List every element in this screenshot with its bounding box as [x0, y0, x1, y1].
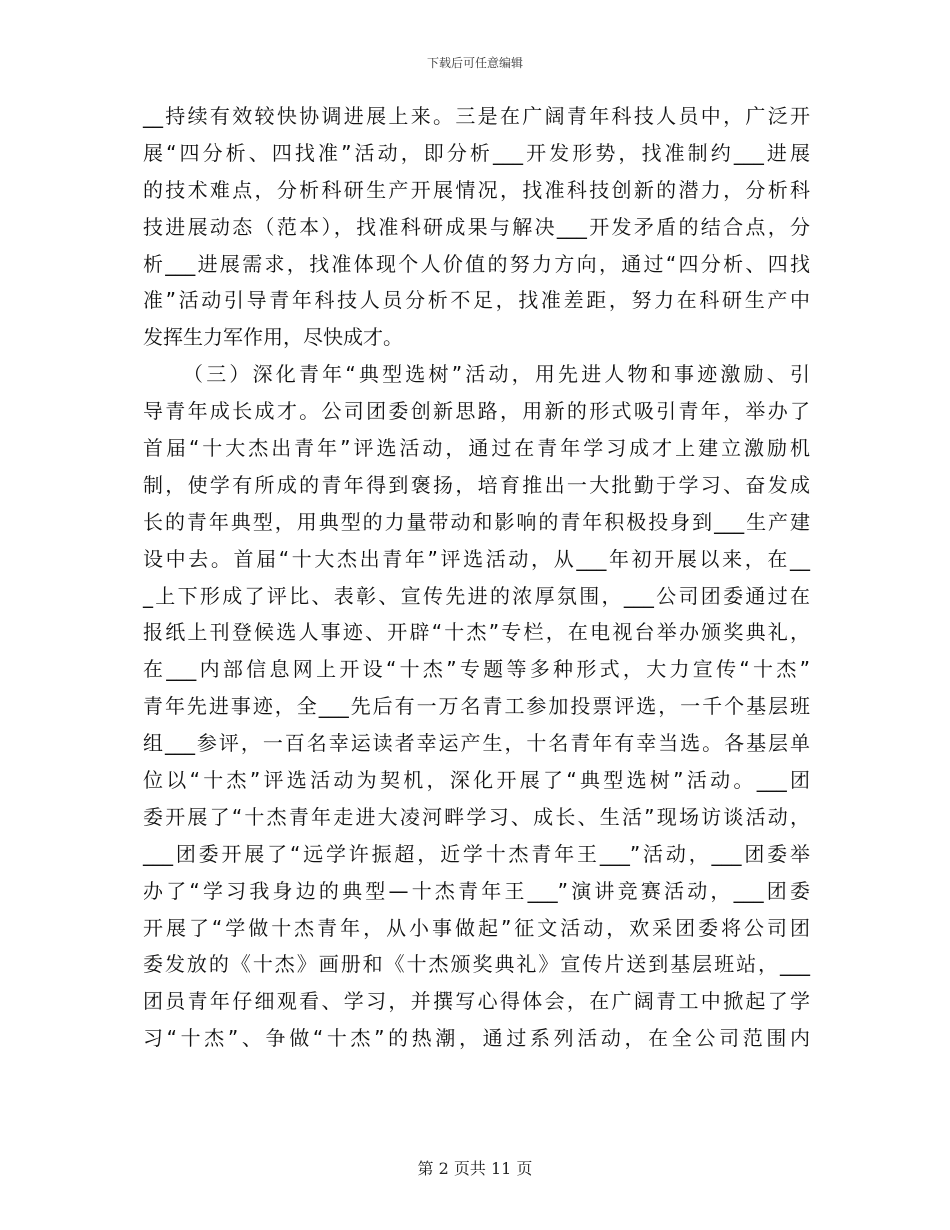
text-line: 首届“十大杰出青年”评选活动，通过在青年学习成才上建立激励机	[143, 436, 810, 461]
text-line: 委发放的《十杰》画册和《十杰颁奖典礼》宣传片送到基层班站，___	[143, 952, 810, 977]
text-line: 位以“十杰”评选活动为契机，深化开展了“典型选树”活动。___团	[143, 768, 810, 793]
text-line: 制，使学有所成的青年得到褒扬，培育推出一大批勤于学习、奋发成	[143, 472, 810, 497]
text-line: 报纸上刊登候选人事迹、开辟“十杰”专栏，在电视台举办颁奖典礼，	[143, 620, 810, 645]
text-line: 委开展了“十杰青年走进大凌河畔学习、成长、生活”现场访谈活动，	[143, 804, 810, 829]
text-line: 析___进展需求，找准体现个人价值的努力方向，通过“四分析、四找	[143, 251, 810, 276]
text-line: 发挥生力军作用，尽快成才。	[143, 325, 403, 350]
text-line: 组___参评，一百名幸运读者幸运产生，十名青年有幸当选。各基层单	[143, 731, 810, 756]
text-line: 团员青年仔细观看、学习，并撰写心得体会，在广阔青工中掀起了学	[143, 989, 810, 1014]
text-line: 技进展动态（范本），找准科研成果与解决___开发矛盾的结合点，分	[143, 214, 810, 239]
page-footer: 第 2 页共 11 页	[417, 1159, 533, 1178]
text-line: 长的青年典型，用典型的力量带动和影响的青年积极投身到___生产建	[143, 509, 810, 534]
text-line: ___团委开展了“远学许振超，近学十杰青年王___”活动，___团委举	[143, 841, 810, 866]
text-line: 导青年成长成才。公司团委创新思路，用新的形式吸引青年，举办了	[143, 399, 810, 424]
body-text	[143, 98, 810, 1057]
text-line: 展“四分析、四找准”活动，即分析___开发形势，找准制约___进展	[143, 140, 810, 165]
text-line: _上下形成了评比、表彰、宣传先进的浓厚氛围，___公司团委通过在	[143, 583, 810, 608]
text-line: 在___内部信息网上开设“十杰”专题等多种形式，大力宣传“十杰”	[143, 657, 810, 682]
text-line: 办了“学习我身边的典型—十杰青年王___”演讲竞赛活动，___团委	[143, 878, 810, 903]
text-line: 的技术难点，分析科研生产开展情况，找准科技创新的潜力，分析科	[143, 177, 810, 202]
page-header: 下载后可任意编辑	[426, 56, 523, 70]
text-line: 青年先进事迹，全___先后有一万名青工参加投票评选，一千个基层班	[143, 694, 810, 719]
text-line: __持续有效较快协调进展上来。三是在广阔青年科技人员中，广泛开	[143, 104, 810, 128]
text-line: （三）深化青年“典型选树”活动，用先进人物和事迹激励、引	[183, 362, 810, 387]
text-line: 设中去。首届“十大杰出青年”评选活动，从___年初开展以来，在__	[143, 546, 810, 571]
text-line: 准”活动引导青年科技人员分析不足，找准差距，努力在科研生产中	[143, 288, 810, 313]
text-line: 习“十杰”、争做“十杰”的热潮，通过系列活动，在全公司范围内	[143, 1026, 810, 1051]
text-line: 开展了“学做十杰青年，从小事做起”征文活动，欢采团委将公司团	[143, 915, 810, 940]
